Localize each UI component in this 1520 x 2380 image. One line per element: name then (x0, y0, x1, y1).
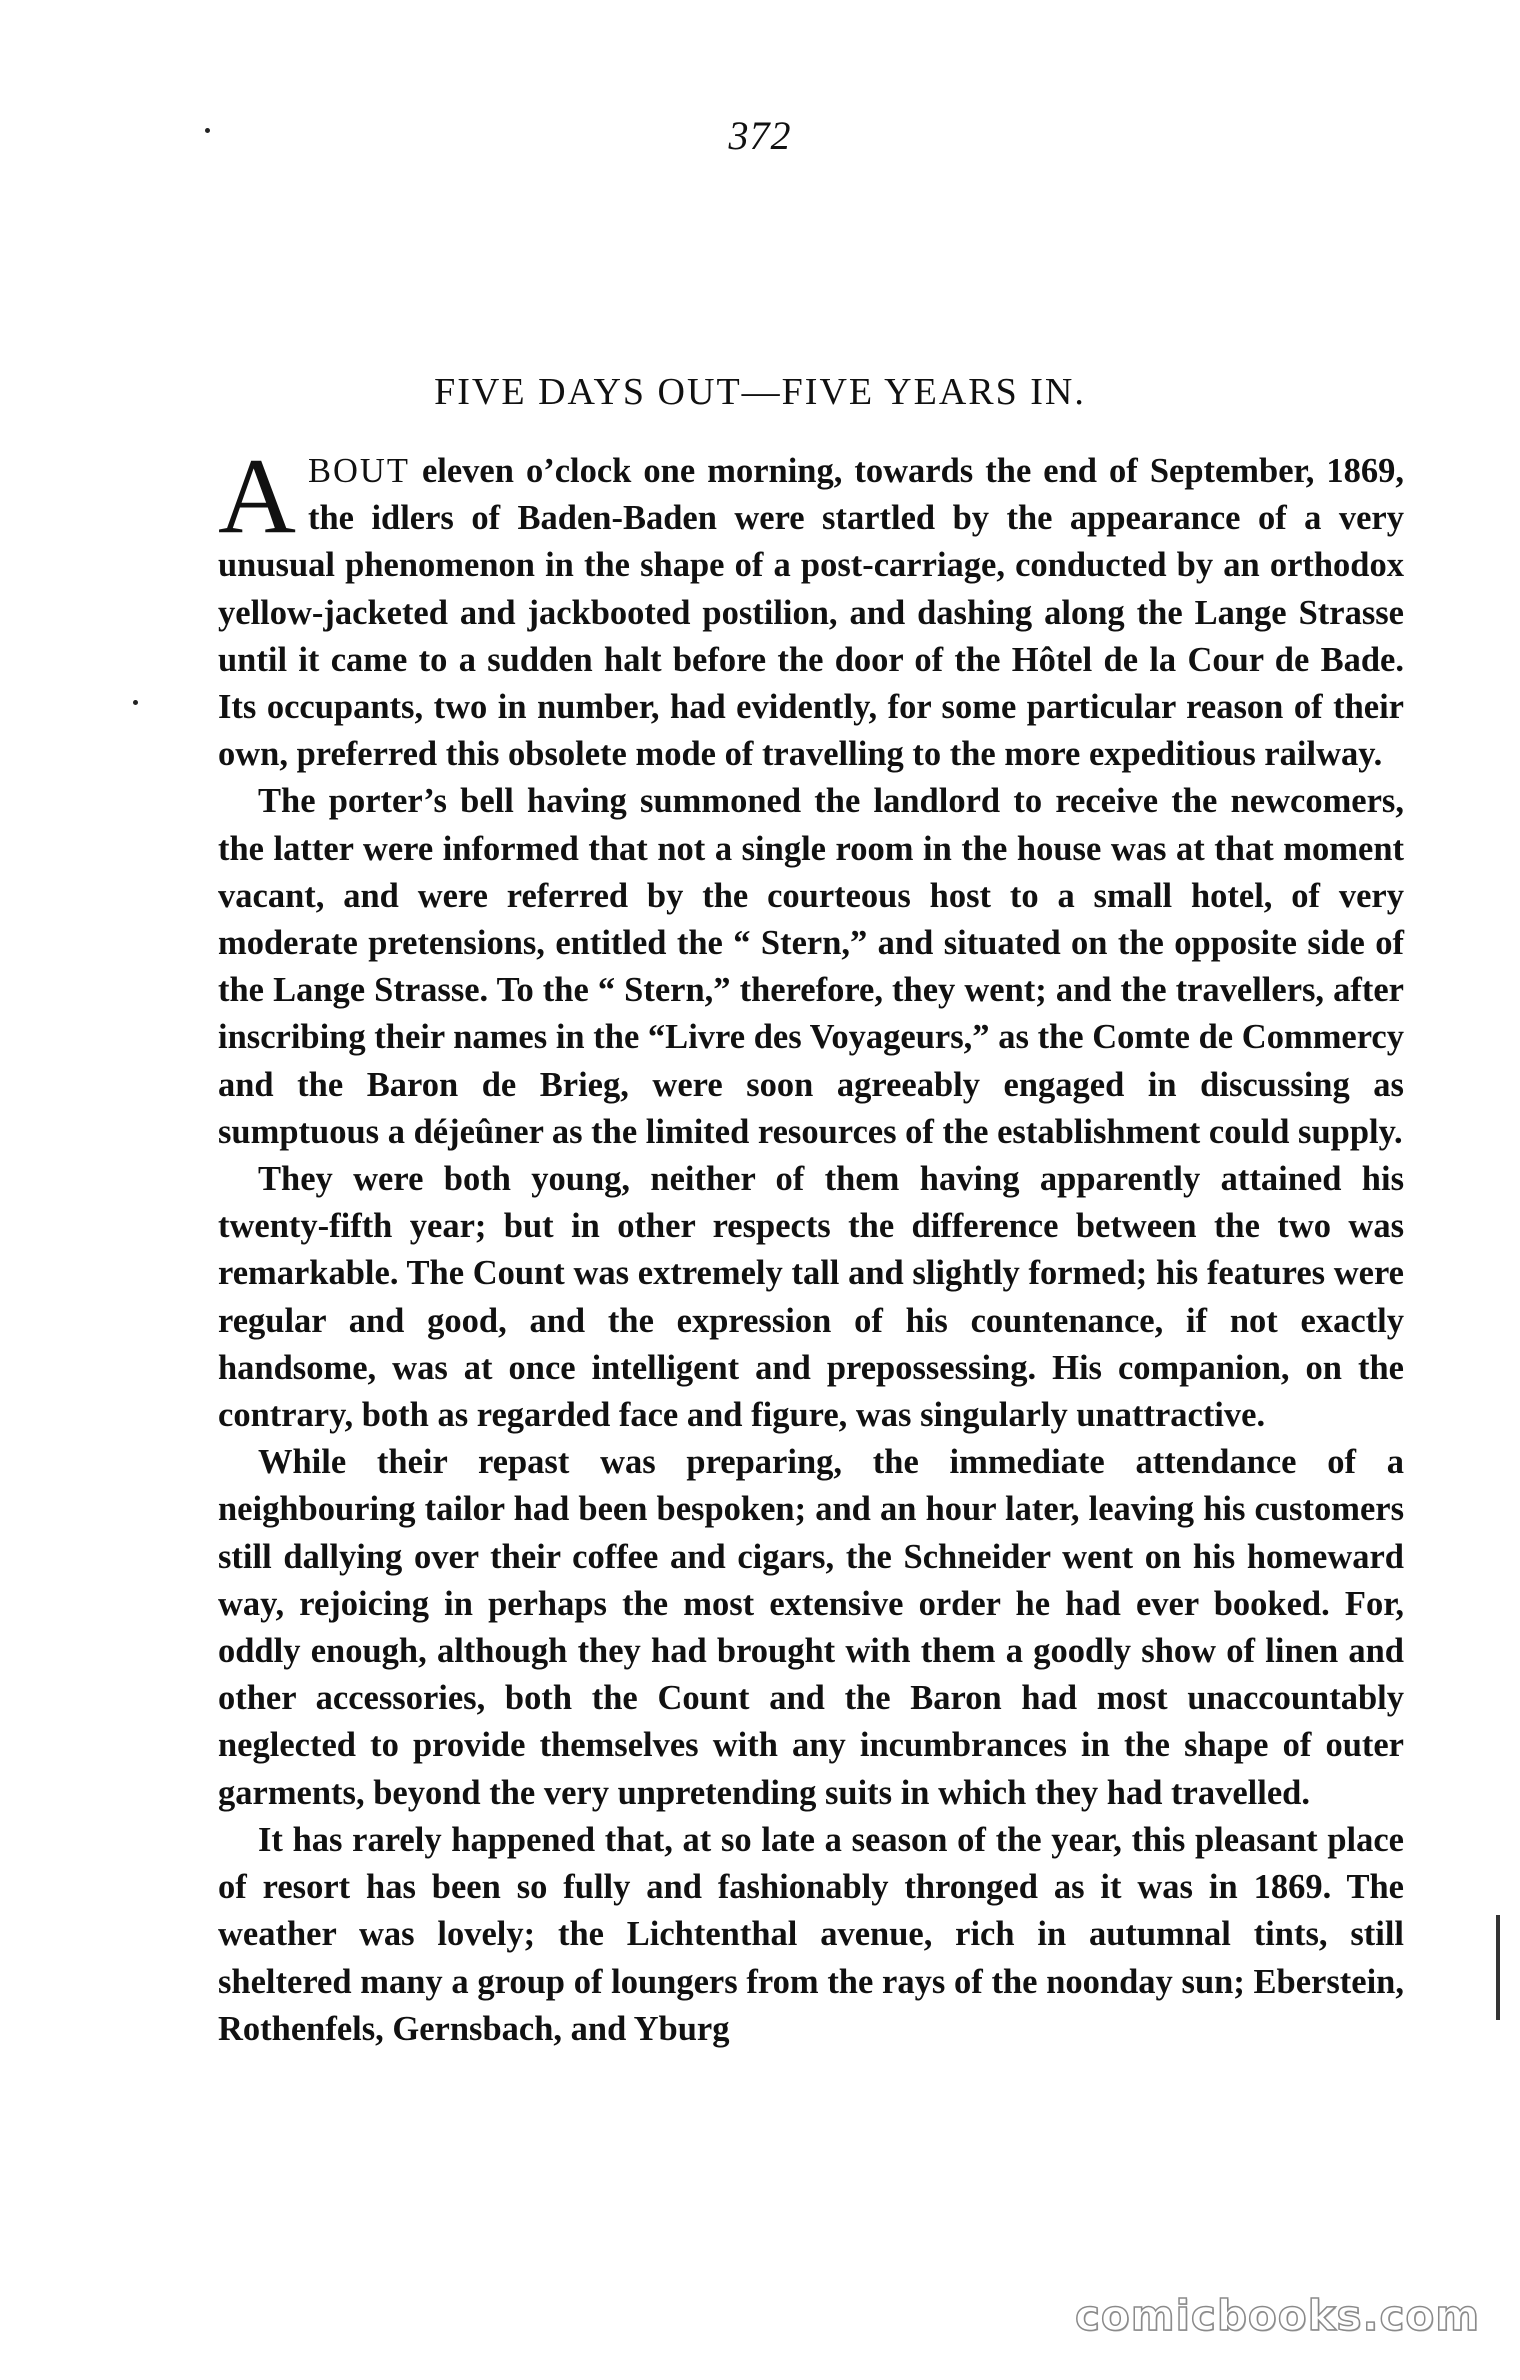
chapter-title: FIVE DAYS OUT—FIVE YEARS IN. (434, 371, 1086, 413)
page-number: 372 (728, 113, 792, 158)
margin-mark (1496, 1915, 1500, 2020)
body-text (218, 437, 1404, 2053)
first-word: BOUT (308, 452, 410, 490)
paragraph-3: They were both young, neither of them having apparently attained his twenty-fifth year; but in other respects the difference between the two was remarkable. The Count was extremely tall and slightly formed; his features were regular and good, and the expression of his countenance, if not exactly handsome, was at once intelligent and prepossessing. His companion, on the contrary, both as regarded face and figure, was singularly unattractive. (218, 1160, 1404, 1435)
drop-cap: A (218, 437, 296, 556)
print-speck (133, 700, 138, 705)
paragraph-2: The porter’s bell having summoned the landlord to receive the newcomers, the latter were informed that not a single room in the house was at that moment vacant, and were referred by the courteous host to a small hotel, of very moderate pretensions, entitled the “ Stern,” and situated on the opposite side of the Lange Strasse. To the “ Stern,” therefore, they went; and the travellers, after inscribing their names in the “Livre des Voyageurs,” as the Comte de Commercy and the Baron de Brieg, were soon agreeably engaged in discussing as sumptuous a déjeûner as the limited resources of the establishment could supply. (218, 782, 1404, 1151)
paragraph-1 (218, 437, 1404, 778)
print-speck (205, 128, 210, 133)
paragraph-1-text: eleven o’clock one morning, towards the end of September, 1869, the idlers of Baden-Baden were startled by the appearance of a very unusual phenomenon in the shape of a post-carriage, conducted by an orthodox yellow-jacketed and jackbooted postilion, and dashing along the Lange Strasse until it came to a sudden halt before the door of the Hôtel de la Cour de Bade. Its occupants, two in number, had evidently, for some particular reason of their own, preferred this obsolete mode of travelling to the more expeditious railway. (218, 452, 1404, 774)
paragraph-4: While their repast was preparing, the immediate attendance of a neighbouring tailor had been bespoken; and an hour later, leaving his customers still dallying over their coffee and cigars, the Schneider went on his homeward way, rejoicing in perhaps the most extensive order he had ever booked. For, oddly enough, although they had brought with them a goodly show of linen and other accessories, both the Count and the Baron had most unaccountably neglected to provide themselves with any incumbrances in the shape of outer garments, beyond the very unpretending suits in which they had travelled. (218, 1443, 1404, 1812)
watermark: comicbooks.com (1075, 2291, 1480, 2340)
paragraph-5: It has rarely happened that, at so late a season of the year, this pleasant place of resort has been so fully and fashionably thronged as it was in 1869. The weather was lovely; the Lichtenthal avenue, rich in autumnal tints, still sheltered many a group of loungers from the rays of the noonday sun; Eberstein, Rothenfels, Gernsbach, and Yburg (218, 1820, 1404, 2048)
